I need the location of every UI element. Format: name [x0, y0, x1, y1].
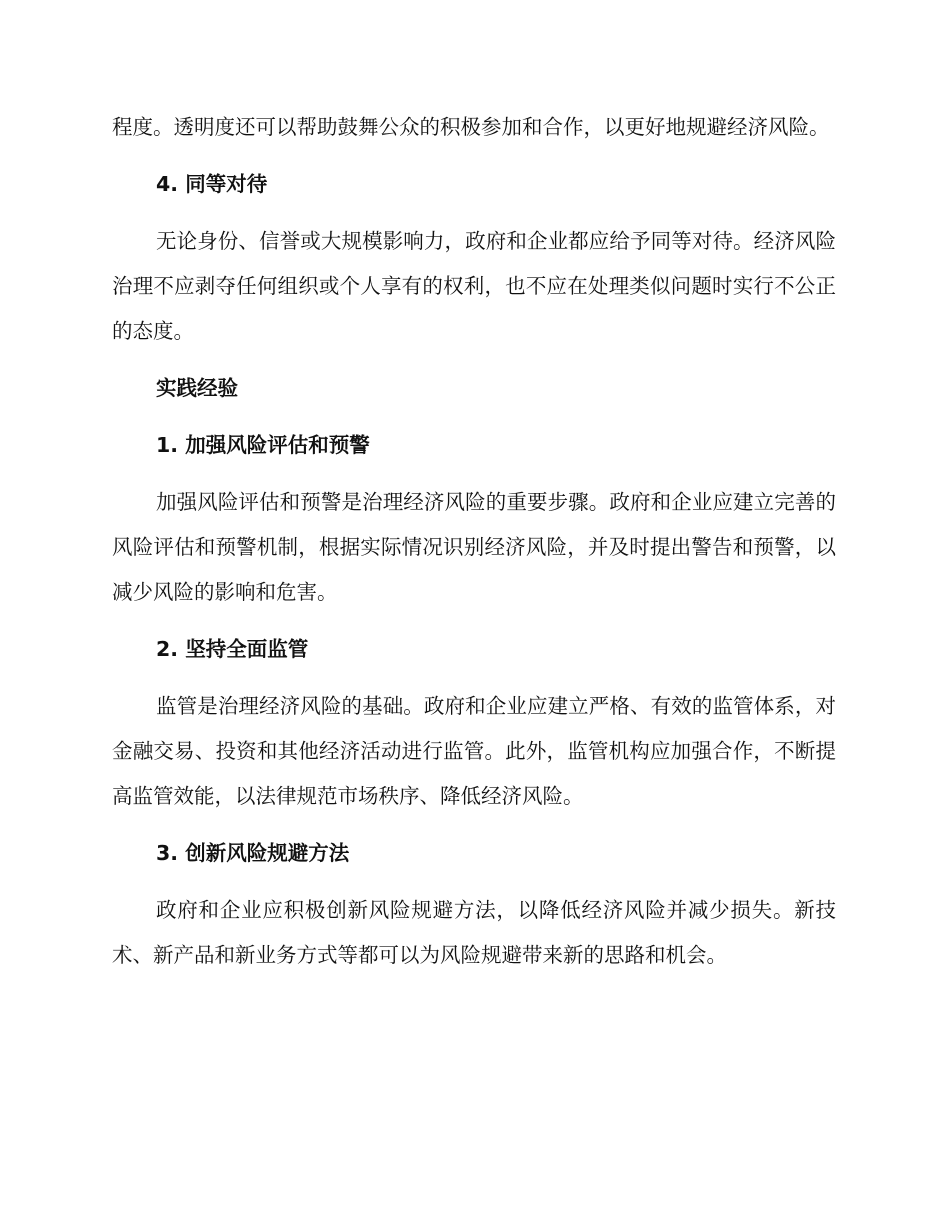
document-body: [112, 105, 836, 990]
heading-innovation-risk-avoidance: 3. 创新风险规避方法: [156, 841, 350, 865]
heading-risk-assessment: 1. 加强风险评估和预警: [156, 433, 370, 457]
heading-equal-treatment: 4. 同等对待: [156, 172, 268, 196]
paragraph-comprehensive-supervision: 监管是治理经济风险的基础。政府和企业应建立严格、有效的监管体系，对金融交易、投资和其他经济活动进行监管。此外，监管机构应加强合作，不断提高监管效能，以法律规范市场秩序、降低经济风险。: [112, 694, 836, 808]
paragraph-transparency-end: 程度。透明度还可以帮助鼓舞公众的积极参加和合作，以更好地规避经济风险。: [112, 115, 830, 139]
paragraph-risk-assessment: 加强风险评估和预警是治理经济风险的重要步骤。政府和企业应建立完善的风险评估和预警机制，根据实际情况识别经济风险，并及时提出警告和预警，以减少风险的影响和危害。: [112, 490, 836, 604]
heading-comprehensive-supervision: 2. 坚持全面监管: [156, 637, 309, 661]
paragraph-equal-treatment: 无论身份、信誉或大规模影响力，政府和企业都应给予同等对待。经济风险治理不应剥夺任何组织或个人享有的权利，也不应在处理类似问题时实行不公正的态度。: [112, 229, 836, 343]
paragraph-innovation-risk-avoidance: 政府和企业应积极创新风险规避方法，以降低经济风险并减少损失。新技术、新产品和新业务方式等都可以为风险规避带来新的思路和机会。: [112, 898, 836, 967]
heading-practice-experience: 实践经验: [156, 376, 238, 400]
